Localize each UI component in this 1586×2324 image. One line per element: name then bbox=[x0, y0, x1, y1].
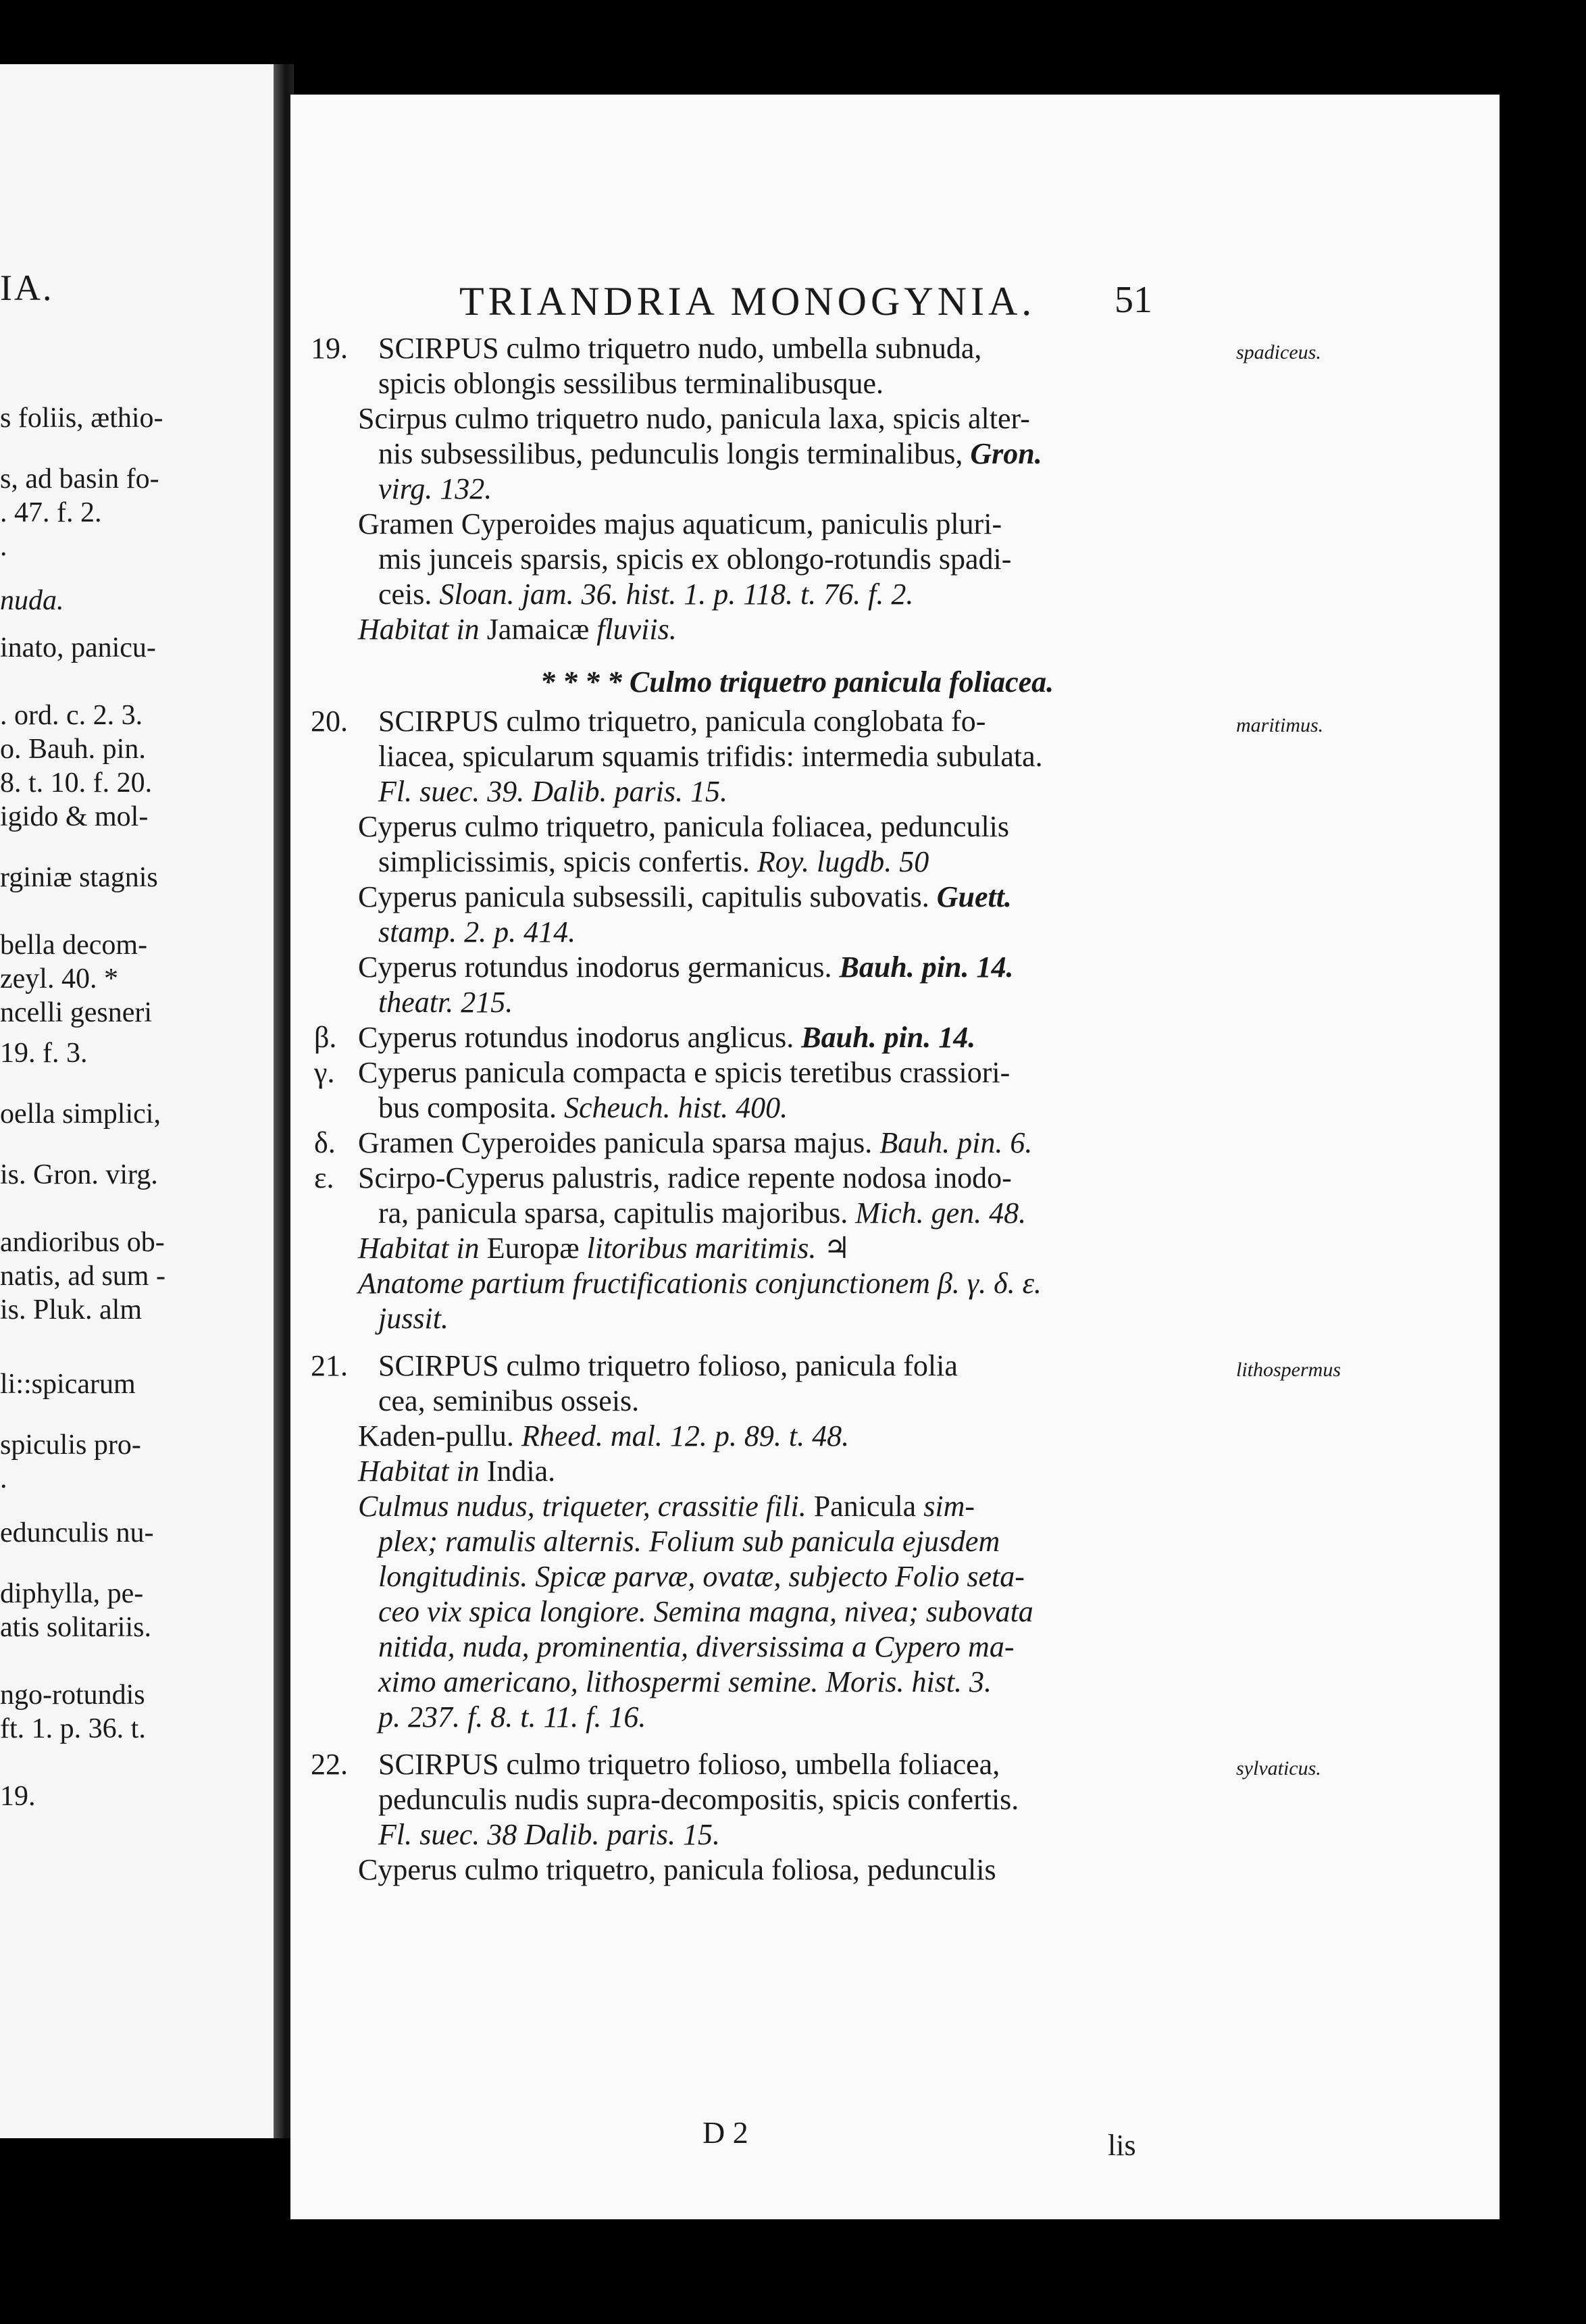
entry-19 bbox=[311, 331, 1321, 647]
citation: Roy. lugdb. 50 bbox=[757, 845, 929, 878]
citation: Fl. suec. 39. Dalib. paris. 15. bbox=[378, 775, 727, 808]
synonym-text: Cyperus culmo triquetro, panicula foliosa, pedunculis bbox=[358, 1853, 996, 1886]
citation: Sloan. jam. 36. hist. 1. p. 118. t. 76. f. 2. bbox=[439, 578, 914, 611]
citation: Bauh. pin. 14. bbox=[839, 951, 1014, 984]
citation: theatr. 215. bbox=[378, 986, 513, 1019]
left-page-line: inato, panicu- bbox=[0, 632, 156, 663]
left-page-line: is. Gron. virg. bbox=[0, 1159, 158, 1190]
habitat-detail: litoribus maritimis. ♃ bbox=[586, 1232, 850, 1265]
habitat-label: Habitat in bbox=[358, 1455, 480, 1488]
entry-diagnosis: SCIRPUS culmo triquetro folioso, umbella foliacea, bbox=[378, 1748, 1000, 1781]
left-page-line: diphylla, pe- bbox=[0, 1578, 144, 1609]
left-page-line: s, ad basin fo- bbox=[0, 463, 159, 495]
entry-diagnosis-cont: pedunculis nudis supra-decompositis, spicis confertis. bbox=[378, 1783, 1019, 1816]
citation: Mich. gen. 48. bbox=[855, 1196, 1027, 1230]
margin-species-name: lithospermus bbox=[1236, 1359, 1341, 1381]
left-page-line: zeyl. 40. * bbox=[0, 963, 118, 994]
left-page-line: natis, ad sum - bbox=[0, 1261, 165, 1292]
left-page-line: bella decom- bbox=[0, 930, 148, 961]
margin-species-name: sylvaticus. bbox=[1236, 1757, 1321, 1779]
entry-number: 20. bbox=[311, 705, 348, 738]
citation: Rheed. mal. 12. p. 89. t. 48. bbox=[521, 1419, 850, 1452]
description-text: ximo americano, lithospermi semine. Moris. hist. 3. bbox=[378, 1665, 992, 1698]
left-page-line: rginiæ stagnis bbox=[0, 862, 158, 893]
synonym-text: bus composita. bbox=[378, 1091, 557, 1124]
left-page-line: ngo-rotundis bbox=[0, 1679, 145, 1711]
margin-species-name: spadiceus. bbox=[1236, 341, 1321, 363]
entry-number: 21. bbox=[311, 1349, 348, 1382]
synonym-text: Cyperus panicula compacta e spicis teretibus crassiori- bbox=[358, 1056, 1011, 1089]
habitat-place: India. bbox=[486, 1455, 556, 1488]
catchword: lis bbox=[1108, 2129, 1136, 2162]
left-page-line: oella simplici, bbox=[0, 1098, 161, 1130]
synonym-text: Kaden-pullu. bbox=[358, 1419, 514, 1452]
habitat-label: Habitat in bbox=[358, 1232, 480, 1265]
entry-diagnosis-cont: spicis oblongis sessilibus terminalibusque. bbox=[378, 367, 884, 400]
synonym-text: nis subsessilibus, pedunculis longis terminalibus, bbox=[378, 437, 963, 470]
description-text: longitudinis. Spicæ parvæ, ovatæ, subjecto Folio seta- bbox=[378, 1560, 1025, 1593]
left-page-line: . bbox=[0, 1463, 7, 1494]
citation: Bauh. pin. 6. bbox=[879, 1126, 1033, 1159]
left-page-line: 19. bbox=[0, 1781, 36, 1812]
page-number: 51 bbox=[1115, 279, 1152, 321]
citation: Scheuch. hist. 400. bbox=[563, 1091, 788, 1124]
citation: virg. 132. bbox=[378, 472, 492, 505]
entry-diagnosis: SCIRPUS culmo triquetro folioso, panicula folia bbox=[378, 1349, 958, 1382]
signature-mark: D 2 bbox=[702, 2115, 748, 2150]
entry-20 bbox=[311, 704, 1324, 1336]
habitat-detail: fluviis. bbox=[596, 613, 677, 646]
margin-species-name: maritimus. bbox=[1236, 714, 1324, 736]
left-page-line: edunculis nu- bbox=[0, 1517, 154, 1548]
description-text: nitida, nuda, prominentia, diversissima a Cypero ma- bbox=[378, 1630, 1015, 1663]
description-text: Panicula bbox=[813, 1490, 917, 1523]
entry-21 bbox=[311, 1348, 1341, 1735]
entry-number: 22. bbox=[311, 1748, 348, 1781]
left-page-line: atis solitariis. bbox=[0, 1612, 151, 1643]
entry-diagnosis-cont: liacea, spicularum squamis trifidis: intermedia subulata. bbox=[378, 740, 1043, 773]
variety-marker: δ. bbox=[314, 1126, 336, 1159]
left-page-line: li::spicarum bbox=[0, 1369, 136, 1400]
synonym-text: ra, panicula sparsa, capitulis majoribus. bbox=[378, 1196, 848, 1230]
synonym-text: Cyperus culmo triquetro, panicula foliacea, pedunculis bbox=[358, 810, 1010, 843]
left-page-line: ft. 1. p. 36. t. bbox=[0, 1713, 146, 1744]
left-page-line: nuda. bbox=[0, 585, 64, 616]
note-text: Anatome partium fructificationis conjunctionem β. γ. δ. ε. bbox=[358, 1267, 1042, 1300]
synonym-text: Scirpo-Cyperus palustris, radice repente nodosa inodo- bbox=[358, 1161, 1012, 1194]
description-text: Culmus nudus, triqueter, crassitie fili. bbox=[358, 1490, 807, 1523]
left-page-line: is. Pluk. alm bbox=[0, 1294, 143, 1325]
right-page bbox=[290, 95, 1500, 2219]
left-page-line: s foliis, æthio- bbox=[0, 403, 163, 434]
synonym-text: Gramen Cyperoides panicula sparsa majus. bbox=[358, 1126, 873, 1159]
citation: Guett. bbox=[936, 880, 1012, 913]
left-page-fragment bbox=[0, 64, 276, 2138]
citation: Gron. bbox=[970, 437, 1042, 470]
synonym-text: Cyperus rotundus inodorus anglicus. bbox=[358, 1021, 794, 1054]
variety-marker: γ. bbox=[314, 1056, 335, 1089]
variety-marker: β. bbox=[314, 1021, 337, 1054]
entry-diagnosis-cont: cea, seminibus osseis. bbox=[378, 1384, 640, 1417]
citation: stamp. 2. p. 414. bbox=[378, 915, 576, 949]
citation: p. 237. f. 8. t. 11. f. 16. bbox=[378, 1700, 646, 1734]
left-page-line: . bbox=[0, 531, 7, 562]
synonym-text: mis junceis sparsis, spicis ex oblongo-rotundis spadi- bbox=[378, 542, 1012, 576]
left-page-line: 8. t. 10. f. 20. bbox=[0, 767, 153, 799]
left-page-line: 19. f. 3. bbox=[0, 1038, 88, 1069]
left-page-line: ncelli gesneri bbox=[0, 997, 153, 1028]
habitat-label: Habitat in bbox=[358, 613, 480, 646]
left-page-header: IA. bbox=[0, 268, 54, 308]
description-text: ceo vix spica longiore. Semina magna, nivea; subovata bbox=[378, 1595, 1033, 1628]
synonym-text: Gramen Cyperoides majus aquaticum, paniculis pluri- bbox=[358, 507, 1002, 540]
description-text: sim- bbox=[923, 1490, 975, 1523]
left-page-line: . 47. f. 2. bbox=[0, 497, 102, 528]
left-page-line: andioribus ob- bbox=[0, 1227, 165, 1258]
synonym-text: Scirpus culmo triquetro nudo, panicula laxa, spicis alter- bbox=[358, 402, 1030, 435]
habitat-place: Europæ bbox=[486, 1232, 580, 1265]
left-page-line: . ord. c. 2. 3. bbox=[0, 700, 143, 731]
variety-marker: ε. bbox=[314, 1161, 334, 1194]
entry-diagnosis: SCIRPUS culmo triquetro nudo, umbella subnuda, bbox=[378, 332, 982, 365]
note-text: jussit. bbox=[378, 1302, 449, 1335]
left-page-line: spiculis pro- bbox=[0, 1430, 141, 1461]
habitat-place: Jamaicæ bbox=[486, 613, 590, 646]
entry-number: 19. bbox=[311, 332, 348, 365]
section-heading: * * * * Culmo triquetro panicula foliacea. bbox=[540, 665, 1054, 699]
citation: Fl. suec. 38 Dalib. paris. 15. bbox=[378, 1818, 720, 1851]
description-text: plex; ramulis alternis. Folium sub panicula ejusdem bbox=[378, 1525, 1000, 1558]
left-page-line: o. Bauh. pin. bbox=[0, 734, 146, 765]
synonym-text: ceis. bbox=[378, 578, 432, 611]
left-page-line: igido & mol- bbox=[0, 801, 149, 832]
entry-22 bbox=[311, 1747, 1321, 1888]
running-head: TRIANDRIA MONOGYNIA. bbox=[459, 279, 1036, 324]
synonym-text: simplicissimis, spicis confertis. bbox=[378, 845, 750, 878]
entries bbox=[311, 331, 1341, 1888]
citation: Bauh. pin. 14. bbox=[801, 1021, 976, 1054]
entry-diagnosis: SCIRPUS culmo triquetro, panicula conglobata fo- bbox=[378, 705, 986, 738]
synonym-text: Cyperus rotundus inodorus germanicus. bbox=[358, 951, 832, 984]
synonym-text: Cyperus panicula subsessili, capitulis subovatis. bbox=[358, 880, 929, 913]
